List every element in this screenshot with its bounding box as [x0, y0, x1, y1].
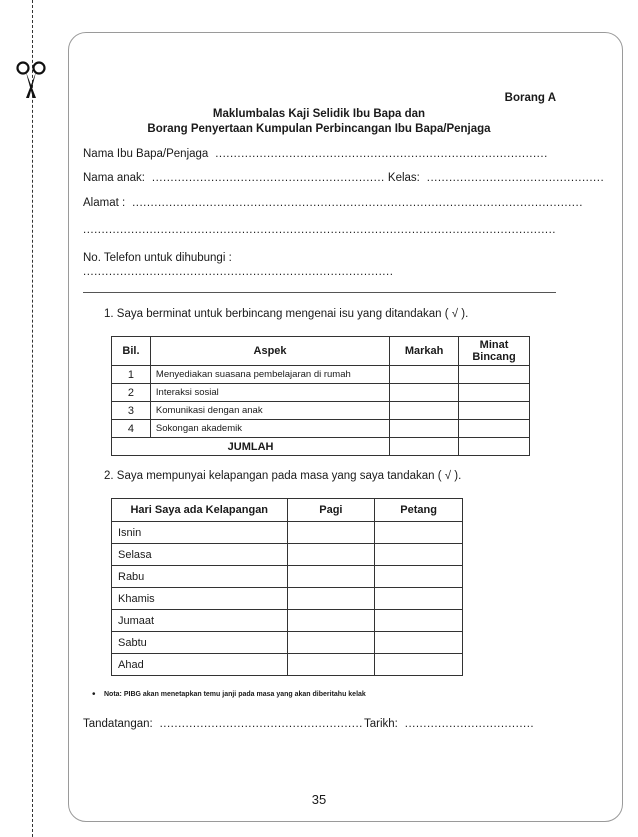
pagi-checkbox-cell[interactable] [287, 544, 375, 566]
day-label: Selasa [112, 544, 288, 566]
table-header-row [112, 337, 530, 366]
total-minat-cell[interactable] [459, 438, 530, 456]
address-line2[interactable]: ................................................................................................................................ [83, 224, 556, 236]
markah-cell[interactable] [390, 366, 459, 384]
class-label: Kelas: [387, 172, 420, 184]
row-bil: 1 [112, 366, 151, 384]
table-row [112, 610, 463, 632]
section-divider [83, 292, 556, 293]
col-minat [459, 337, 530, 366]
day-label: Isnin [112, 522, 288, 544]
table-row [112, 384, 530, 402]
day-label: Ahad [112, 654, 288, 676]
markah-cell[interactable] [390, 384, 459, 402]
day-label: Khamis [112, 588, 288, 610]
scissors-icon [14, 60, 48, 100]
table-row [112, 420, 530, 438]
day-label: Jumaat [112, 610, 288, 632]
petang-checkbox-cell[interactable] [375, 610, 463, 632]
form-title-line2: Borang Penyertaan Kumpulan Perbincangan Ibu Bapa/Penjaga [147, 123, 491, 135]
address-label: Alamat : [83, 197, 126, 209]
table-row [112, 366, 530, 384]
parent-name-label: Nama Ibu Bapa/Penjaga [83, 148, 209, 160]
row-aspek: Interaksi sosial [150, 384, 389, 402]
aspect-table [111, 336, 530, 456]
petang-checkbox-cell[interactable] [375, 522, 463, 544]
row-bil: 4 [112, 420, 151, 438]
date-field[interactable]: Tarikh: ................................... [364, 718, 535, 730]
table-row [112, 588, 463, 610]
pagi-checkbox-cell[interactable] [287, 588, 375, 610]
row-aspek: Menyediakan suasana pembelajaran di rumah [150, 366, 389, 384]
minat-checkbox-cell[interactable] [459, 366, 530, 384]
section2-instruction: 2. Saya mempunyai kelapangan pada masa yang saya tandakan ( √ ). [104, 470, 462, 482]
table-row [112, 544, 463, 566]
row-aspek: Sokongan akademik [150, 420, 389, 438]
col-pagi: Pagi [287, 499, 375, 522]
date-label: Tarikh: [364, 718, 398, 730]
petang-checkbox-cell[interactable] [375, 632, 463, 654]
petang-checkbox-cell[interactable] [375, 654, 463, 676]
row-aspek: Komunikasi dengan anak [150, 402, 389, 420]
col-minat-line1: Minat [479, 339, 509, 351]
section1-instruction: 1. Saya berminat untuk berbincang mengenai isu yang ditandakan ( √ ). [104, 308, 469, 320]
signature-field[interactable]: Tandatangan: ....................................................... [83, 718, 363, 730]
pagi-checkbox-cell[interactable] [287, 522, 375, 544]
markah-cell[interactable] [390, 402, 459, 420]
pagi-checkbox-cell[interactable] [287, 632, 375, 654]
day-label: Rabu [112, 566, 288, 588]
table-row [112, 522, 463, 544]
col-minat-line2: Bincang [472, 351, 516, 363]
minat-checkbox-cell[interactable] [459, 402, 530, 420]
form-title-line1: Maklumbalas Kaji Selidik Ibu Bapa dan [212, 108, 426, 120]
table-row [112, 402, 530, 420]
availability-table [111, 498, 463, 676]
phone-label: No. Telefon untuk dihubungi : [83, 252, 232, 264]
petang-checkbox-cell[interactable] [375, 544, 463, 566]
row-bil: 2 [112, 384, 151, 402]
table-row [112, 566, 463, 588]
child-name-field[interactable]: Nama anak: ............................................................... Kelas: ................................................ [83, 172, 605, 184]
page-number: 35 [311, 792, 327, 807]
col-day: Hari Saya ada Kelapangan [112, 499, 288, 522]
col-aspek: Aspek [150, 337, 389, 366]
petang-checkbox-cell[interactable] [375, 566, 463, 588]
table-header-row [112, 499, 463, 522]
address-field[interactable]: Alamat : .......................................................................................................................... [83, 197, 583, 209]
table-row [112, 654, 463, 676]
minat-checkbox-cell[interactable] [459, 384, 530, 402]
total-label: JUMLAH [112, 438, 390, 456]
total-row [112, 438, 530, 456]
pagi-checkbox-cell[interactable] [287, 566, 375, 588]
col-markah: Markah [390, 337, 459, 366]
pagi-checkbox-cell[interactable] [287, 654, 375, 676]
row-bil: 3 [112, 402, 151, 420]
col-bil: Bil. [112, 337, 151, 366]
parent-name-field[interactable]: Nama Ibu Bapa/Penjaga .......................................................................................... [83, 148, 548, 160]
table-row [112, 632, 463, 654]
phone-field[interactable]: .................................................................................... [83, 266, 394, 278]
child-name-label: Nama anak: [83, 172, 146, 184]
note-text: Nota: PIBG akan menetapkan temu janji pada masa yang akan diberitahu kelak [104, 691, 366, 698]
minat-checkbox-cell[interactable] [459, 420, 530, 438]
petang-checkbox-cell[interactable] [375, 588, 463, 610]
form-code: Borang A [504, 92, 556, 104]
day-label: Sabtu [112, 632, 288, 654]
pagi-checkbox-cell[interactable] [287, 610, 375, 632]
bullet-icon: • [92, 689, 96, 700]
markah-cell[interactable] [390, 420, 459, 438]
col-petang: Petang [375, 499, 463, 522]
signature-label: Tandatangan: [83, 718, 153, 730]
total-markah-cell[interactable] [390, 438, 459, 456]
